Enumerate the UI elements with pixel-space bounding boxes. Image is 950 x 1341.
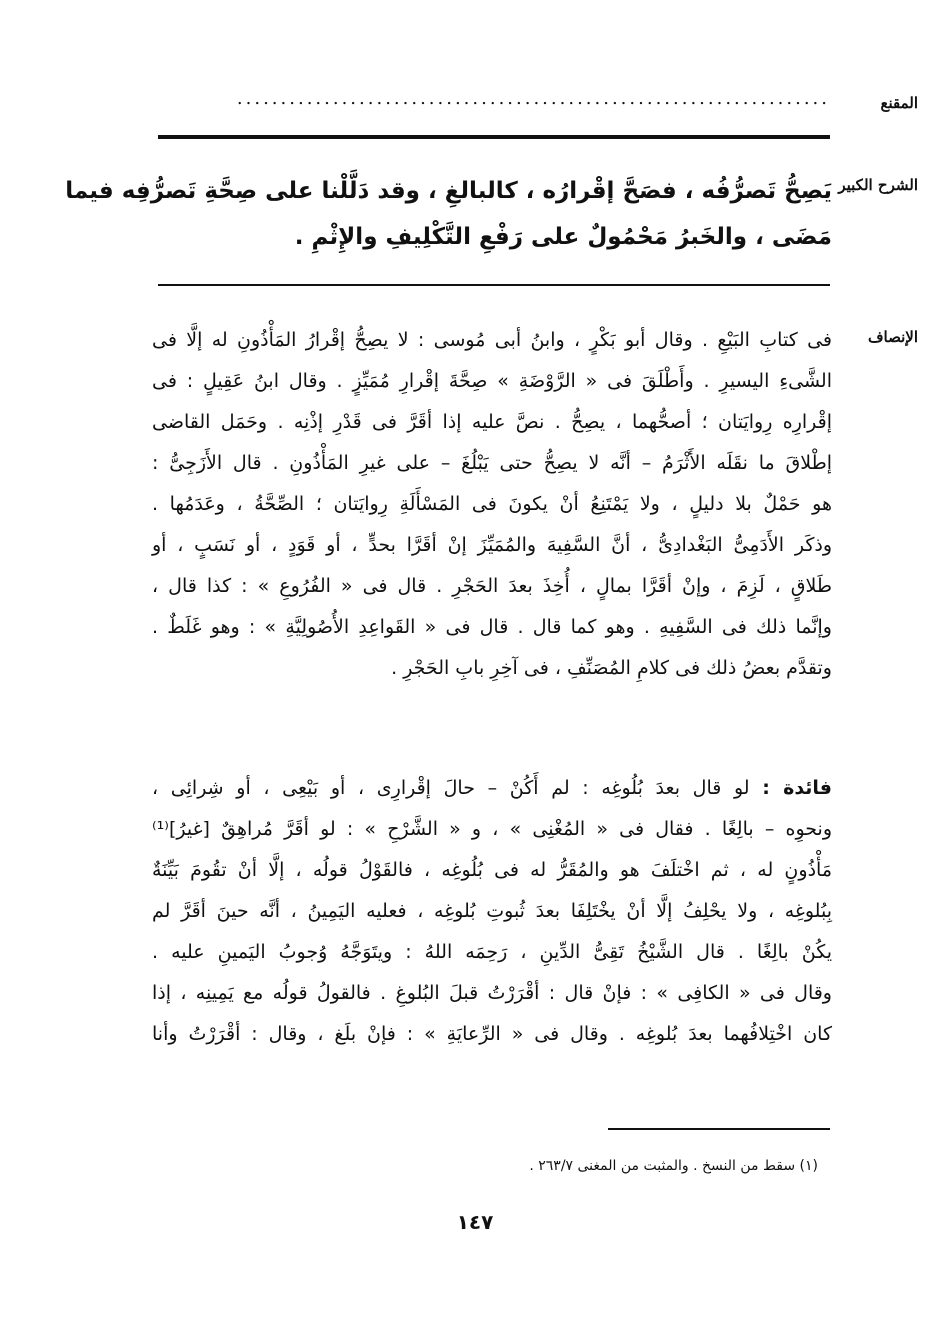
sharh-line: يَصِحُّ تَصرُّفُه ، فصَحَّ إقْرارُه ، كالبالغِ ، وقد دَلَّلْنا على صِحَّةِ تَصرُّفِه فيما [65,178,832,204]
header-rule [158,135,830,139]
insaf-text-block [152,320,832,689]
insaf-line: إطْلاقَ ما نقَلَه الأَثْرَمُ – أنَّه لا يصِحُّ حتى يَبْلُغَ – على غيرِ المَأْذُونِ . قال الأَزَجِىُّ : [152,452,832,474]
header-label: المقنع [880,94,918,112]
faida-line: بِبُلوغِه ، ولا يحْلِفُ إلَّا أنْ يخْتَلِفَا بعدَ ثُبوتِ بُلوغِه ، فعليه اليَمِينُ ، أنَّه حينَ أقَرَّ لم [152,900,832,922]
section-divider [158,284,830,286]
faida-line: كان اخْتِلافُهما بعدَ بُلوغِه . وقال فى « الرِّعايَةِ » : فإنْ بلَغ ، وقال : أقْرَرْتُ وأنا [152,1023,832,1045]
sharh-text-block [65,168,832,260]
insaf-line: وذكَر الأَدَمِىُّ البَغْدادِىُّ ، أنَّ السَّفِيهَ والمُمَيِّزَ إنْ أقَرَّا بحدٍّ ، أو قَوَدٍ ، أو نَسَبٍ ، أو [152,534,832,556]
insaf-line: إقْرارِه رِوايَتان ؛ أصحُّهما ، يصِحُّ . نصَّ عليه إذا أقَرَّ فى قَدْرِ إذْنِه . وحَمَل القاضى [152,411,832,433]
footnote-rule [608,1128,830,1130]
faida-line [152,768,832,809]
faida-line-text: لو قال بعدَ بُلُوغِه : لم أَكُنْ – حالَ إقْرارِى ، أو بَيْعِى ، أو شِرائِى ، [152,777,750,799]
insaf-line: طَلاقٍ ، لَزِمَ ، وإنْ أقَرَّا بمالٍ ، أُخِذَ بعدَ الحَجْرِ . قال فى « الفُرُوعِ » : كذا قال ، [152,575,832,597]
faida-lead: فائدة : [762,777,833,799]
faida-line: ونحوِه – بالِغًا . فقال فى « المُغْنِى » ، و « الشَّرْحِ » : لو أقَرَّ مُراهِقٌ [غيرُ]⁽¹⁾ [152,818,832,840]
header-dotted-line: .................................................................... [236,88,830,109]
sharh-line: مَضَى ، والخَبرُ مَحْمُولٌ على رَفْعِ التَّكْلِيفِ والإِثْمِ . [294,224,832,250]
insaf-line: الشَّىءِ اليسيرِ . وأَطْلَقَ فى « الرَّوْضَةِ » صِحَّةَ إقْرارِ مُمَيِّزٍ . وقال ابنُ عَقِيلٍ : فى [152,370,832,392]
sharh-section-label: الشرح الكبير [838,176,918,194]
faida-line: يكُنْ بالِغًا . قال الشَّيْخُ تَقِىُّ الدِّينِ ، رَحِمَه اللهُ : ويتَوَجَّهُ وُجوبُ اليَمينِ عليه . [152,941,832,963]
page-number: ١٤٧ [456,1210,494,1234]
insaf-line: وإنَّما ذلك فى السَّفِيهِ . وهو كما قال . قال فى « القَواعِدِ الأُصُولِيَّةِ » : وهو غَلَطٌ . [152,616,832,638]
insaf-line: هو حَمْلٌ بلا دليلٍ ، ولا يَمْتَنِعُ أنْ يكونَ فى المَسْأَلَةِ رِوايَتان ؛ الصِّحَّةُ ، وعَدَمُها . [152,493,832,515]
faida-line: مَأْذُونٍ له ، ثم اخْتلَفَ هو والمُقَرُّ له فى بُلُوغِه ، فالقَوْلُ قولُه ، إلَّا أنْ تقُومَ بَيِّنَةٌ [152,859,832,881]
insaf-line: فى كتابِ البَيْعِ . وقال أبو بَكْرٍ ، وابنُ أبى مُوسى : لا يصِحُّ إقْرارُ المَأْذُونِ له إلَّا فى [152,329,832,351]
insaf-section-label: الإنصاف [867,328,918,346]
footnote: (١) سقط من النسخ . والمثبت من المغنى ٢٦٣/٧ . [529,1158,818,1174]
insaf-line: وتقدَّم بعضُ ذلك فى كلامِ المُصَنِّفِ ، فى آخِرِ بابِ الحَجْرِ . [391,657,832,679]
faida-text-block [152,768,832,1055]
faida-line: وقال فى « الكافِى » : فإنْ قال : أقْرَرْتُ قبلَ البُلوغِ . فالقولُ قولُه مع يَمِينِه ، إذا [152,982,832,1004]
